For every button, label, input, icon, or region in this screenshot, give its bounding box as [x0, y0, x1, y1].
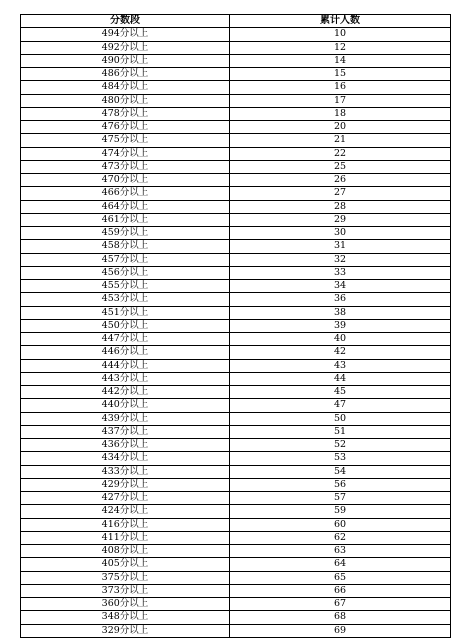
table-row [21, 107, 451, 120]
score-distribution-sheet [20, 14, 450, 638]
table-row [21, 399, 451, 412]
score-range-cell: 427分以上 [21, 492, 230, 505]
table-row [21, 452, 451, 465]
score-range-cell: 457分以上 [21, 253, 230, 266]
score-range-cell: 444分以上 [21, 359, 230, 372]
score-range-cell: 443分以上 [21, 372, 230, 385]
score-range-cell: 461分以上 [21, 213, 230, 226]
cumulative-count-cell: 44 [230, 372, 451, 385]
table-row [21, 505, 451, 518]
table-row [21, 147, 451, 160]
cumulative-count-cell: 22 [230, 147, 451, 160]
table-row [21, 558, 451, 571]
cumulative-count-cell: 60 [230, 518, 451, 531]
table-row [21, 425, 451, 438]
cumulative-count-cell: 59 [230, 505, 451, 518]
cumulative-count-cell: 50 [230, 412, 451, 425]
cumulative-count-cell: 28 [230, 200, 451, 213]
cumulative-count-cell: 38 [230, 306, 451, 319]
cumulative-count-cell: 18 [230, 107, 451, 120]
score-distribution-table [20, 14, 451, 638]
cumulative-count-cell: 29 [230, 213, 451, 226]
table-row [21, 174, 451, 187]
table-row [21, 266, 451, 279]
cumulative-count-cell: 32 [230, 253, 451, 266]
table-row [21, 253, 451, 266]
score-range-cell: 408分以上 [21, 545, 230, 558]
cumulative-count-cell: 53 [230, 452, 451, 465]
score-range-cell: 429分以上 [21, 478, 230, 491]
score-range-cell: 446分以上 [21, 346, 230, 359]
score-range-cell: 459分以上 [21, 227, 230, 240]
score-range-cell: 375分以上 [21, 571, 230, 584]
table-row [21, 598, 451, 611]
table-row [21, 492, 451, 505]
table-row [21, 68, 451, 81]
header-score-range: 分数段 [21, 15, 230, 28]
cumulative-count-cell: 30 [230, 227, 451, 240]
cumulative-count-cell: 25 [230, 160, 451, 173]
table-row [21, 439, 451, 452]
table-row [21, 412, 451, 425]
cumulative-count-cell: 40 [230, 333, 451, 346]
table-row [21, 213, 451, 226]
cumulative-count-cell: 69 [230, 624, 451, 637]
table-row [21, 319, 451, 332]
cumulative-count-cell: 20 [230, 121, 451, 134]
score-range-cell: 437分以上 [21, 425, 230, 438]
cumulative-count-cell: 15 [230, 68, 451, 81]
table-row [21, 81, 451, 94]
score-range-cell: 478分以上 [21, 107, 230, 120]
table-row [21, 531, 451, 544]
cumulative-count-cell: 17 [230, 94, 451, 107]
cumulative-count-cell: 16 [230, 81, 451, 94]
score-range-cell: 453分以上 [21, 293, 230, 306]
cumulative-count-cell: 33 [230, 266, 451, 279]
cumulative-count-cell: 45 [230, 386, 451, 399]
table-row [21, 346, 451, 359]
table-row [21, 611, 451, 624]
cumulative-count-cell: 51 [230, 425, 451, 438]
cumulative-count-cell: 12 [230, 41, 451, 54]
cumulative-count-cell: 21 [230, 134, 451, 147]
score-range-cell: 490分以上 [21, 54, 230, 67]
cumulative-count-cell: 27 [230, 187, 451, 200]
score-range-cell: 464分以上 [21, 200, 230, 213]
score-range-cell: 484分以上 [21, 81, 230, 94]
cumulative-count-cell: 57 [230, 492, 451, 505]
score-range-cell: 439分以上 [21, 412, 230, 425]
table-row [21, 121, 451, 134]
table-header-row [21, 15, 451, 28]
score-range-cell: 456分以上 [21, 266, 230, 279]
cumulative-count-cell: 66 [230, 584, 451, 597]
cumulative-count-cell: 26 [230, 174, 451, 187]
table-row [21, 333, 451, 346]
table-row [21, 624, 451, 637]
table-row [21, 478, 451, 491]
score-range-cell: 473分以上 [21, 160, 230, 173]
cumulative-count-cell: 68 [230, 611, 451, 624]
score-range-cell: 492分以上 [21, 41, 230, 54]
table-row [21, 280, 451, 293]
table-row [21, 41, 451, 54]
cumulative-count-cell: 56 [230, 478, 451, 491]
table-row [21, 293, 451, 306]
score-range-cell: 329分以上 [21, 624, 230, 637]
score-range-cell: 348分以上 [21, 611, 230, 624]
table-row [21, 28, 451, 41]
score-range-cell: 440分以上 [21, 399, 230, 412]
score-range-cell: 373分以上 [21, 584, 230, 597]
cumulative-count-cell: 54 [230, 465, 451, 478]
score-range-cell: 494分以上 [21, 28, 230, 41]
cumulative-count-cell: 42 [230, 346, 451, 359]
score-range-cell: 360分以上 [21, 598, 230, 611]
score-range-cell: 434分以上 [21, 452, 230, 465]
cumulative-count-cell: 65 [230, 571, 451, 584]
score-range-cell: 442分以上 [21, 386, 230, 399]
score-range-cell: 466分以上 [21, 187, 230, 200]
table-row [21, 372, 451, 385]
table-row [21, 359, 451, 372]
table-row [21, 227, 451, 240]
score-range-cell: 451分以上 [21, 306, 230, 319]
score-range-cell: 458分以上 [21, 240, 230, 253]
score-range-cell: 424分以上 [21, 505, 230, 518]
table-row [21, 134, 451, 147]
header-cumulative-count: 累计人数 [230, 15, 451, 28]
table-row [21, 465, 451, 478]
cumulative-count-cell: 39 [230, 319, 451, 332]
cumulative-count-cell: 36 [230, 293, 451, 306]
score-range-cell: 486分以上 [21, 68, 230, 81]
score-range-cell: 480分以上 [21, 94, 230, 107]
cumulative-count-cell: 31 [230, 240, 451, 253]
score-range-cell: 475分以上 [21, 134, 230, 147]
table-row [21, 571, 451, 584]
score-range-cell: 433分以上 [21, 465, 230, 478]
cumulative-count-cell: 62 [230, 531, 451, 544]
table-body [21, 28, 451, 638]
cumulative-count-cell: 14 [230, 54, 451, 67]
cumulative-count-cell: 52 [230, 439, 451, 452]
score-range-cell: 470分以上 [21, 174, 230, 187]
cumulative-count-cell: 63 [230, 545, 451, 558]
cumulative-count-cell: 67 [230, 598, 451, 611]
table-row [21, 54, 451, 67]
score-range-cell: 411分以上 [21, 531, 230, 544]
table-row [21, 584, 451, 597]
score-range-cell: 476分以上 [21, 121, 230, 134]
score-range-cell: 450分以上 [21, 319, 230, 332]
cumulative-count-cell: 10 [230, 28, 451, 41]
cumulative-count-cell: 64 [230, 558, 451, 571]
table-row [21, 545, 451, 558]
table-row [21, 94, 451, 107]
score-range-cell: 405分以上 [21, 558, 230, 571]
score-range-cell: 455分以上 [21, 280, 230, 293]
score-range-cell: 474分以上 [21, 147, 230, 160]
table-row [21, 160, 451, 173]
score-range-cell: 436分以上 [21, 439, 230, 452]
table-row [21, 187, 451, 200]
cumulative-count-cell: 47 [230, 399, 451, 412]
cumulative-count-cell: 34 [230, 280, 451, 293]
score-range-cell: 447分以上 [21, 333, 230, 346]
table-row [21, 518, 451, 531]
table-row [21, 240, 451, 253]
table-row [21, 200, 451, 213]
table-row [21, 386, 451, 399]
score-range-cell: 416分以上 [21, 518, 230, 531]
table-row [21, 306, 451, 319]
cumulative-count-cell: 43 [230, 359, 451, 372]
